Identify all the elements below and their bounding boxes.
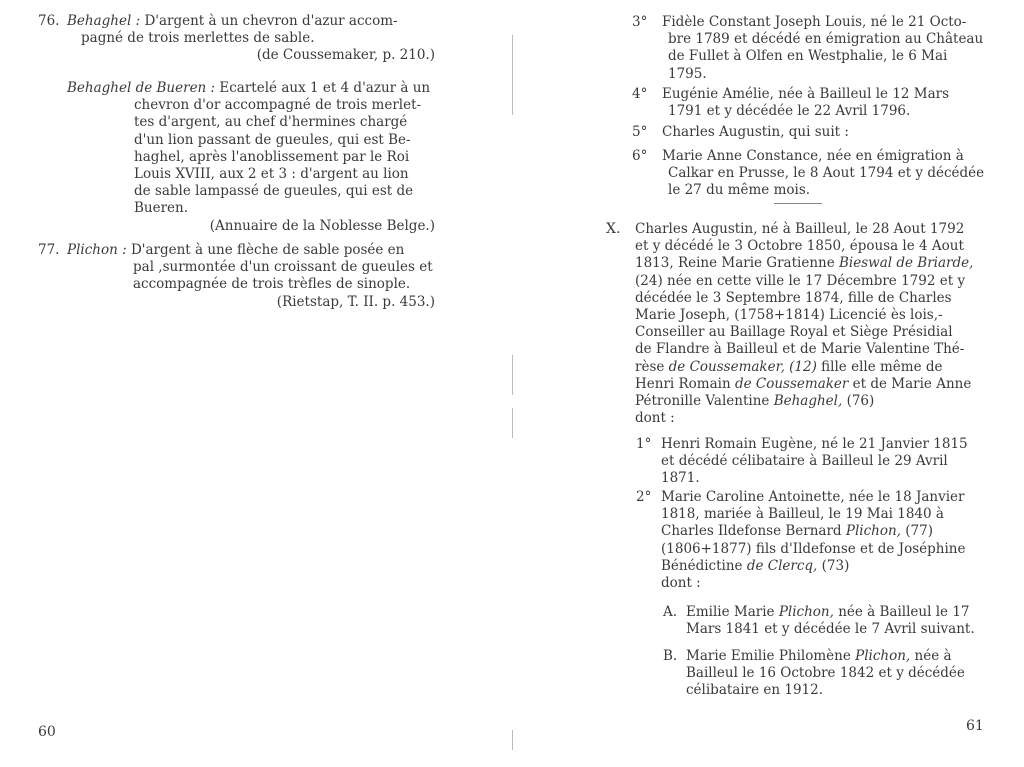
separator-rule [774, 203, 822, 204]
page-number: 61 [966, 718, 984, 734]
reference: (Annuaire de la Noblesse Belge.) [209, 217, 435, 234]
entry-number: 76. [38, 13, 60, 29]
entry-name: Behaghel : [67, 13, 141, 29]
entry-name: Behaghel de Bueren : [67, 80, 216, 96]
entry-76-bueren: Behaghel de Bueren : Ecartelé aux 1 et 4 d'azur à un chevron d'or accompagné de trois merlet- tes d'argent, au chef d'hermines chargé d'un lion passant de gueules, qui est Be- haghel, après l'anoblissement par le Roi Louis XVIII, aux 2 et 3 : d'argent au lion de sable lampassé de gueules, qui est de Bueren. (Annuaire de la Noblesse Belge.) [67, 80, 435, 234]
generation-number: X. [606, 221, 621, 237]
entry-76: Behaghel : D'argent à un chevron d'azur accom- pagné de trois merlettes de sable. (de Coussemaker, p. 210.) [67, 13, 435, 64]
grandchild-b-entry: Marie Emilie Philomène Plichon, née à Bailleul le 16 Octobre 1842 et y décédée célibataire en 1912. [686, 648, 965, 699]
list-item: 3° Fidèle Constant Joseph Louis, né le 21 Octo- bre 1789 et décédé en émigration au Château de Fullet à Olfen en Westphalie, le 6 Mai 1795. [632, 14, 984, 82]
child-2-entry: Marie Caroline Antoinette, née le 18 Janvier 1818, mariée à Bailleul, le 19 Mai 1840 à Charles Ildefonse Bernard Plichon, (77) (1806+1877) fils d'Ildefonse et de Joséphine Bénédictine de Clercq, (73) dont : [661, 489, 966, 592]
entry-number: 77. [38, 242, 60, 258]
list-item: 5° Charles Augustin, qui suit : [632, 124, 849, 140]
list-item: 6° Marie Anne Constance, née en émigration à Calkar en Prusse, le 8 Aout 1794 et y décédée le 27 du même mois. [632, 148, 985, 199]
child-number: 1° [636, 436, 652, 452]
entry-77: Plichon : D'argent à une flèche de sable posée en pal ,surmontée d'un croissant de gueules et accompagnée de trois trèfles de sinople. (Rietstap, T. II. p. 453.) [67, 242, 435, 310]
grandchild-letter: B. [663, 648, 678, 664]
list-item: 4° Eugénie Amélie, née à Bailleul le 12 Mars 1791 et y décédée le 22 Avril 1796. [632, 86, 950, 120]
reference: (Rietstap, T. II. p. 453.) [276, 293, 435, 310]
child-1-entry: Henri Romain Eugène, né le 21 Janvier 1815 et décédé célibataire à Bailleul le 29 Avril 1871. [661, 436, 968, 487]
page-number: 60 [38, 724, 56, 740]
grandchild-letter: A. [663, 604, 678, 620]
reference: (de Coussemaker, p. 210.) [256, 47, 435, 64]
entry-name: Plichon : [67, 242, 127, 258]
child-number: 2° [636, 489, 652, 505]
generation-x-entry: Charles Augustin, né à Bailleul, le 28 Aout 1792 et y décédé le 3 Octobre 1850, épousa le 4 Aout 1813, Reine Marie Gratienne Bieswal de Briarde, (24) née en cette ville le 17 Décembre 1792 et y décédée le 3 Septembre 1874, fille de Charles Marie Joseph, (1758+1814) Licencié ès lois,- Conseiller au Baillage Royal et Siège Présidial de Flandre à Bailleul et de Marie Valentine Thé- rèse de Coussemaker, (12) fille elle même de Henri Romain de Coussemaker et de Marie Anne Pétronille Valentine Behaghel, (76) dont : [635, 221, 974, 427]
grandchild-a-entry: Emilie Marie Plichon, née à Bailleul le 17 Mars 1841 et y décédée le 7 Avril suivant. [686, 604, 975, 638]
right-page [512, 0, 1024, 767]
children-list [632, 14, 992, 200]
